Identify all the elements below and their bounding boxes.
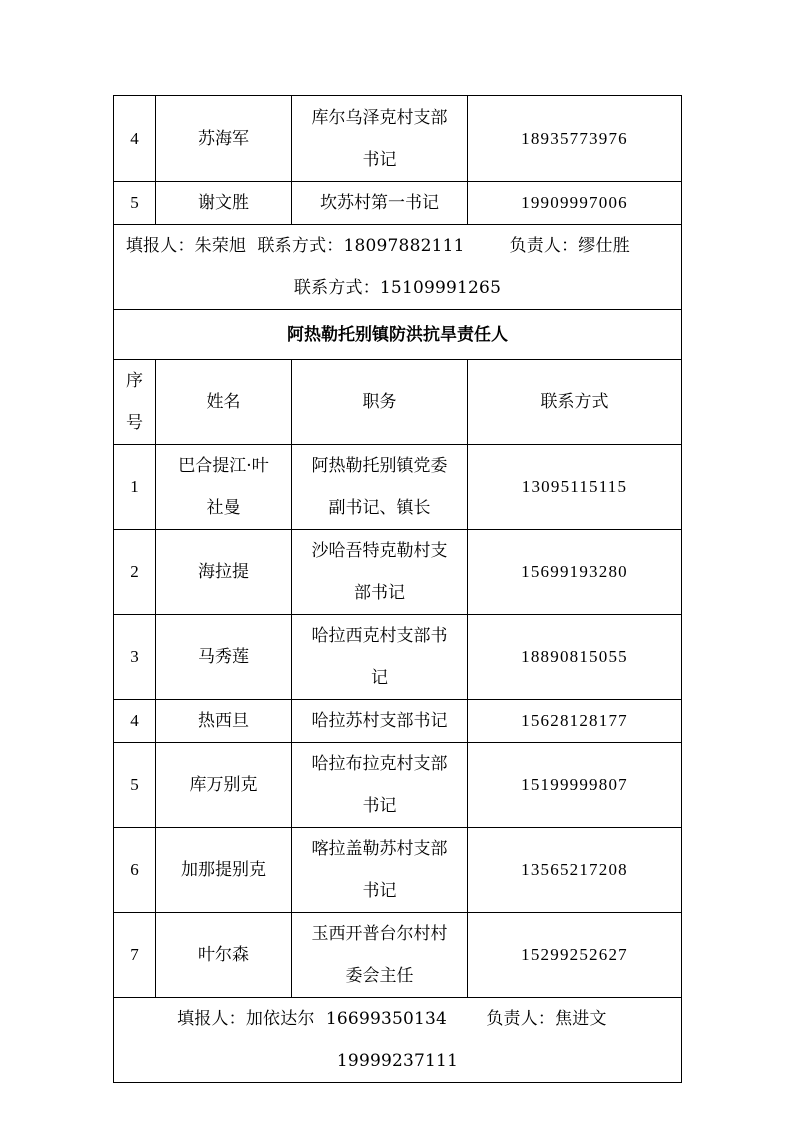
name-line: 海拉提 <box>198 562 249 582</box>
table-row <box>114 182 682 225</box>
table-row <box>114 530 682 615</box>
position-line: 哈拉苏村支部书记 <box>311 711 448 731</box>
section2-title-row <box>114 310 682 360</box>
person-name <box>156 700 292 743</box>
table-row <box>114 700 682 743</box>
name-line: 加那提别克 <box>181 860 266 880</box>
position-line: 坎苏村第一书记 <box>320 193 439 213</box>
position <box>292 913 468 998</box>
header-name: 姓名 <box>156 360 292 445</box>
phone-number: 15299252627 <box>468 913 682 998</box>
row-number: 4 <box>114 700 156 743</box>
section1-footer <box>114 225 682 310</box>
position <box>292 743 468 828</box>
position <box>292 445 468 530</box>
name-line: 社曼 <box>206 498 241 518</box>
reporter-phone: 16699350134 <box>325 1009 448 1029</box>
position <box>292 700 468 743</box>
person-name: 谢文胜 <box>156 182 292 225</box>
person-name <box>156 743 292 828</box>
responsible-phone: 19999237111 <box>336 1051 459 1071</box>
row-number: 4 <box>114 96 156 182</box>
position-line: 沙哈吾特克勒村支 <box>311 541 448 561</box>
table-row <box>114 615 682 700</box>
row-number: 7 <box>114 913 156 998</box>
position-line: 副书记、镇长 <box>328 498 431 518</box>
position-line: 书记 <box>362 881 397 901</box>
position-line: 喀拉盖勒苏村支部 <box>311 839 448 859</box>
phone-number: 15699193280 <box>468 530 682 615</box>
row-number: 6 <box>114 828 156 913</box>
header-number-line: 序 <box>126 371 143 391</box>
reporter-label: 填报人：朱荣旭 <box>125 236 247 256</box>
header-position: 职务 <box>292 360 468 445</box>
responsible-label: 负责人：缪仕胜 <box>509 236 630 256</box>
table-row <box>114 913 682 998</box>
position-line: 玉西开普台尔村村 <box>311 924 448 944</box>
person-name <box>156 913 292 998</box>
section2-footer-row <box>114 998 682 1083</box>
reporter-label: 填报人：加依达尔 <box>177 1009 315 1029</box>
person-name <box>156 445 292 530</box>
position-line: 书记 <box>362 796 397 816</box>
position-line: 委会主任 <box>345 966 414 986</box>
section-title: 阿热勒托别镇防洪抗旱责任人 <box>114 310 682 360</box>
header-phone: 联系方式 <box>468 360 682 445</box>
position <box>292 96 468 182</box>
position-line: 哈拉西克村支部书 <box>311 626 448 646</box>
table-row <box>114 743 682 828</box>
person-name <box>156 615 292 700</box>
name-line: 热西旦 <box>198 711 249 731</box>
header-number <box>114 360 156 445</box>
position <box>292 182 468 225</box>
phone-number: 15628128177 <box>468 700 682 743</box>
responsibility-table <box>113 95 682 1083</box>
person-name <box>156 530 292 615</box>
position-line: 书记 <box>362 149 397 170</box>
position-line: 阿热勒托别镇党委 <box>311 456 448 476</box>
person-name <box>156 828 292 913</box>
position-line: 库尔乌泽克村支部 <box>311 107 448 128</box>
person-name: 苏海军 <box>156 96 292 182</box>
row-number: 5 <box>114 743 156 828</box>
table-row <box>114 445 682 530</box>
name-line: 叶尔森 <box>198 945 249 965</box>
position-line: 哈拉布拉克村支部 <box>311 754 448 774</box>
row-number: 2 <box>114 530 156 615</box>
responsible-label: 负责人：焦进文 <box>486 1009 607 1029</box>
phone-number: 18890815055 <box>468 615 682 700</box>
position <box>292 828 468 913</box>
position <box>292 530 468 615</box>
phone-number: 18935773976 <box>468 96 682 182</box>
position-line: 记 <box>371 668 388 688</box>
row-number: 3 <box>114 615 156 700</box>
reporter-contact: 联系方式：18097882111 <box>257 236 465 256</box>
phone-number: 13095115115 <box>468 445 682 530</box>
phone-number: 19909997006 <box>468 182 682 225</box>
row-number: 5 <box>114 182 156 225</box>
position-line: 部书记 <box>354 583 405 603</box>
section1-footer-row <box>114 225 682 310</box>
phone-number: 15199999807 <box>468 743 682 828</box>
header-number-line: 号 <box>126 413 143 433</box>
name-line: 马秀莲 <box>198 647 249 667</box>
phone-number: 13565217208 <box>468 828 682 913</box>
row-number: 1 <box>114 445 156 530</box>
table-row <box>114 96 682 182</box>
name-line: 库万别克 <box>189 775 258 795</box>
name-line: 巴合提江·叶 <box>178 456 269 476</box>
responsible-contact: 联系方式：15109991265 <box>293 278 502 298</box>
position <box>292 615 468 700</box>
table-row <box>114 828 682 913</box>
section2-footer <box>114 998 682 1083</box>
header-row <box>114 360 682 445</box>
